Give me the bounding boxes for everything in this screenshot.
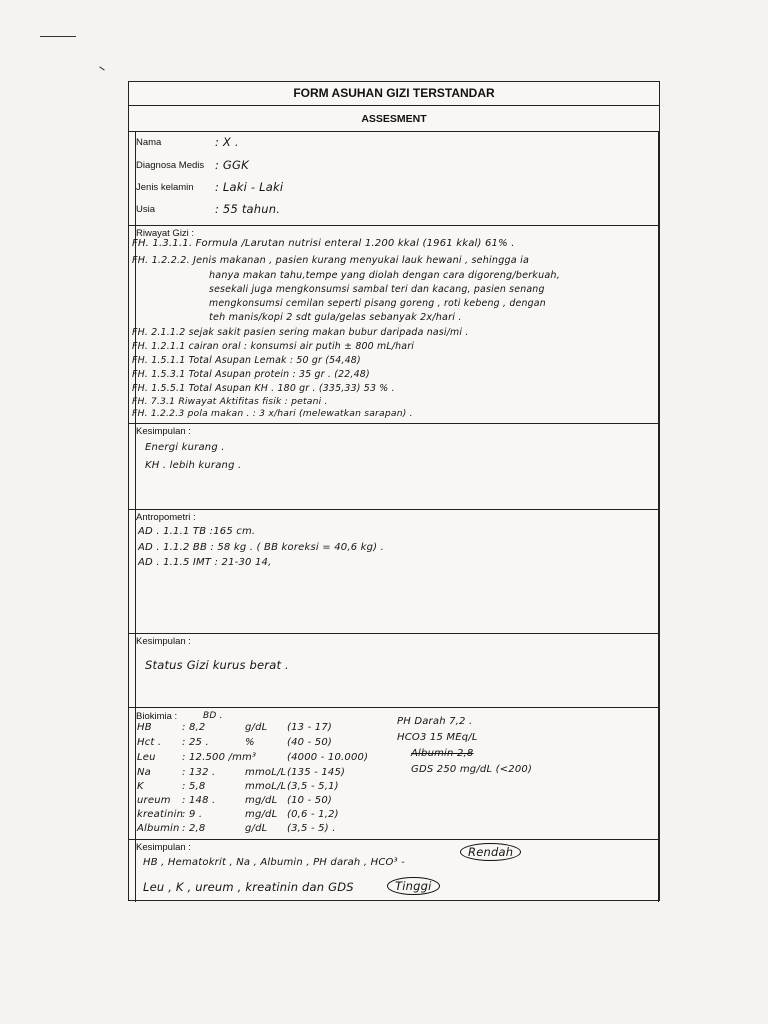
history-line: FH. 1.3.1.1. Formula /Larutan nutrisi enteral 1.200 kkal (1961 kkal) 61% .	[132, 238, 515, 249]
anthropometry-section	[129, 510, 659, 634]
lab-right-line: PH Darah 7,2 .	[397, 716, 473, 727]
conclusion-energy-section	[129, 424, 659, 510]
history-line: FH. 1.2.2.3 pola makan . : 3 x/hari (melewatkan sarapan) .	[132, 408, 413, 419]
high-circled-label: Tinggi	[387, 877, 440, 895]
history-section	[129, 226, 659, 424]
name-value: : X .	[215, 135, 239, 149]
identity-section	[129, 132, 659, 226]
diagnosis-label: Diagnosa Medis	[136, 160, 205, 171]
history-label: Riwayat Gizi :	[136, 228, 195, 239]
conclusion-lab-section	[129, 840, 659, 902]
history-line: FH. 1.2.1.1 cairan oral : konsumsi air putih ± 800 mL/hari	[132, 341, 415, 352]
history-line: FH. 2.1.1.2 sejak sakit pasien sering makan bubur daripada nasi/mi .	[132, 327, 469, 338]
conclusion-status-text: Status Gizi kurus berat .	[145, 658, 289, 672]
conclusion-high-text: Leu , K , ureum , kreatinin dan GDS	[143, 880, 354, 894]
form-title: FORM ASUHAN GIZI TERSTANDAR	[129, 82, 659, 106]
conclusion-line: KH . lebih kurang .	[145, 460, 242, 471]
anthropometry-line: AD . 1.1.1 TB :165 cm.	[138, 526, 256, 537]
history-line: sesekali juga mengkonsumsi sambal teri dan kacang, pasien senang	[209, 284, 545, 295]
lab-right-line-struck: Albumin 2,8	[411, 748, 474, 759]
conclusion-low-text: HB , Hematokrit , Na , Albumin , PH darah , HCO³ -	[143, 857, 405, 868]
low-circled-label: Rendah	[460, 843, 521, 861]
conclusion-label: Kesimpulan :	[136, 842, 191, 853]
age-label: Usia	[136, 204, 156, 215]
pen-tick	[99, 66, 104, 70]
history-line: FH. 1.5.5.1 Total Asupan KH . 180 gr . (335,33) 53 % .	[132, 383, 395, 394]
lab-right-line: HCO3 15 MEq/L	[397, 732, 478, 743]
history-line: mengkonsumsi cemilan seperti pisang goreng , roti kebeng , dengan	[209, 298, 546, 309]
diagnosis-value: : GGK	[215, 158, 249, 172]
biochemistry-section: Biokimia : BD . HB : 8,2 g/dL (13 - 17) Hct . : 25 . % (40 - 50) Leu : 12.500 /mm³ (4000 - 10.000) Na : 132 . mmoL/L (135 - 145) K : 5,8 mmoL/L (3,5 - 5,1) ureum : 148 . mg/dL (10 - 50) kreatinin : 9 . mg/dL (0,6 - 1,2) Albumin : 2,8 g/dL (3,5 - 5) . PH Darah 7,2 . HCO3 15 MEq/L Albumin 2,8 GDS 250 mg/dL (<200)	[129, 708, 659, 840]
history-line: teh manis/kopi 2 sdt gula/gelas sebanyak 2x/hari .	[209, 312, 462, 323]
history-line: FH. 7.3.1 Riwayat Aktifitas fisik : petani .	[132, 396, 328, 407]
biochemistry-note: BD .	[203, 711, 223, 721]
section-title: ASSESMENT	[129, 106, 659, 132]
conclusion-status-section	[129, 634, 659, 708]
anthropometry-line: AD . 1.1.2 BB : 58 kg . ( BB koreksi = 40,6 kg) .	[138, 542, 385, 553]
history-line: FH. 1.5.1.1 Total Asupan Lemak : 50 gr (54,48)	[132, 355, 361, 366]
history-line: FH. 1.5.3.1 Total Asupan protein : 35 gr . (22,48)	[132, 369, 370, 380]
lab-right-line: GDS 250 mg/dL (<200)	[411, 764, 533, 775]
conclusion-label: Kesimpulan :	[136, 426, 191, 437]
conclusion-line: Energi kurang .	[145, 442, 225, 453]
anthropometry-label: Antropometri :	[136, 512, 196, 523]
nutrition-assessment-form	[128, 81, 660, 901]
pen-mark	[40, 36, 76, 37]
age-value: : 55 tahun.	[215, 202, 281, 216]
history-line: FH. 1.2.2.2. Jenis makanan , pasien kurang menyukai lauk hewani , sehingga ia	[132, 255, 530, 266]
history-line: hanya makan tahu,tempe yang diolah dengan cara digoreng/berkuah,	[209, 270, 560, 281]
conclusion-label: Kesimpulan :	[136, 636, 191, 647]
biochemistry-label: Biokimia :	[136, 711, 178, 722]
name-label: Nama	[136, 137, 162, 148]
sex-value: : Laki - Laki	[215, 180, 284, 194]
anthropometry-line: AD . 1.1.5 IMT : 21-30 14,	[138, 557, 272, 568]
sex-label: Jenis kelamin	[136, 182, 194, 193]
